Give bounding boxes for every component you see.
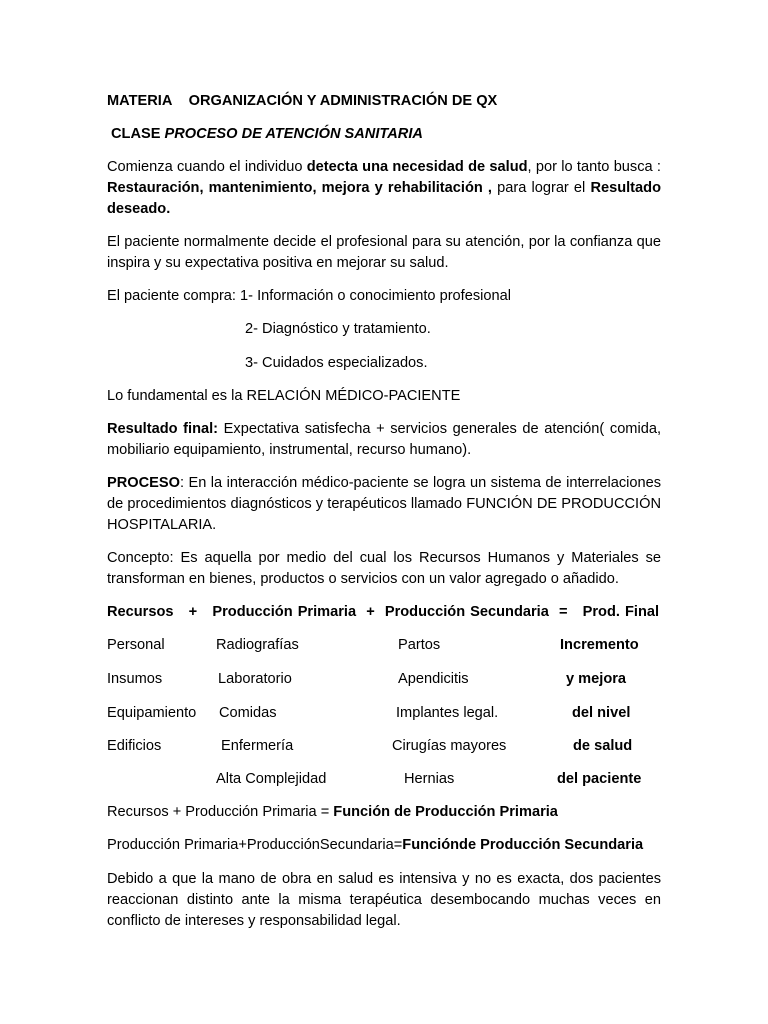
producto-final-cell: de salud xyxy=(573,738,633,754)
paragraph-paciente: El paciente normalmente decide el profesional para su atención, por la confianza que inspira y su expectativa positiva en mejorar su salud. xyxy=(107,234,661,271)
materia-heading xyxy=(107,91,661,112)
recurso-cell: Insumos xyxy=(107,671,163,687)
table-row xyxy=(0,703,768,724)
formula-secundaria-text: Producción Primaria+ProducciónSecundaria= xyxy=(107,837,403,853)
clase-heading xyxy=(111,124,665,145)
proceso-label: PROCESO xyxy=(107,475,180,491)
paragraph-intro xyxy=(107,157,661,220)
produccion-secundaria-cell: Partos xyxy=(398,637,441,653)
formula-primaria xyxy=(107,802,661,823)
paragraph-proceso xyxy=(107,473,661,536)
intro-bold-2: Restauración, mantenimiento, mejora y rehabilitación , xyxy=(107,180,492,196)
equation-header: Recursos + Producción Primaria + Producción Secundaria = Prod. Final xyxy=(107,604,660,620)
paragraph-closing: Debido a que la mano de obra en salud es intensiva y no es exacta, dos pacientes reaccionan distinto ante la misma terapéutica desembocando muchas veces en conflicto de intereses y responsabilidad legal. xyxy=(107,871,661,929)
formula-secundaria-result: Funciónde Producción Secundaria xyxy=(402,837,644,853)
produccion-primaria-cell: Alta Complejidad xyxy=(216,771,327,787)
paragraph-fundamental: Lo fundamental es la RELACIÓN MÉDICO-PACIENTE xyxy=(107,388,461,404)
paragraph-concepto: Concepto: Es aquella por medio del cual los Recursos Humanos y Materiales se transforman en bienes, productos o servicios con un valor agregado o añadido. xyxy=(107,550,661,587)
produccion-secundaria-cell: Implantes legal. xyxy=(396,705,499,721)
intro-bold-1: detecta una necesidad de salud xyxy=(306,159,528,175)
producto-final-cell: y mejora xyxy=(566,671,627,687)
recurso-cell: Edificios xyxy=(107,738,162,754)
producto-final-cell: Incremento xyxy=(560,637,639,653)
table-row xyxy=(0,736,768,757)
produccion-primaria-cell: Radiografías xyxy=(216,637,299,653)
materia-label: MATERIA xyxy=(107,93,173,109)
intro-text-2: , por lo tanto busca : xyxy=(527,159,661,175)
producto-final-cell: del paciente xyxy=(557,771,642,787)
resultado-label: Resultado final: xyxy=(107,421,219,437)
paragraph-resultado xyxy=(107,419,661,461)
produccion-primaria-cell: Comidas xyxy=(219,705,277,721)
clase-label: CLASE xyxy=(111,126,161,142)
recurso-cell: Personal xyxy=(107,637,165,653)
compra-intro: El paciente compra: 1- Información o conocimiento profesional xyxy=(107,288,511,304)
produccion-secundaria-cell: Cirugías mayores xyxy=(392,738,507,754)
intro-bold-3: Resultado deseado. xyxy=(107,180,661,217)
recurso-cell: Equipamiento xyxy=(107,705,197,721)
intro-text-1: Comienza cuando el individuo xyxy=(107,159,307,175)
formula-primaria-result: Función de Producción Primaria xyxy=(333,804,558,820)
produccion-primaria-cell: Enfermería xyxy=(221,738,294,754)
table-row xyxy=(0,769,768,790)
intro-text-3: para lograr el xyxy=(491,180,591,196)
formula-primaria-text: Recursos + Producción Primaria = xyxy=(107,804,334,820)
producto-final-cell: del nivel xyxy=(572,705,631,721)
proceso-text: : En la interacción médico-paciente se logra un sistema de interrelaciones de procedimientos diagnósticos y terapéuticos llamado FUNCIÓN DE PRODUCCIÓN HOSPITALARIA. xyxy=(107,475,661,533)
table-row xyxy=(0,635,768,656)
table-row xyxy=(0,669,768,690)
compra-item-3: 3- Cuidados especializados. xyxy=(245,355,428,371)
formula-secundaria xyxy=(107,835,667,856)
produccion-secundaria-cell: Apendicitis xyxy=(398,671,469,687)
produccion-secundaria-cell: Hernias xyxy=(404,771,455,787)
compra-item-2: 2- Diagnóstico y tratamiento. xyxy=(245,321,431,337)
clase-value: PROCESO DE ATENCIÓN SANITARIA xyxy=(164,126,423,142)
materia-value: ORGANIZACIÓN Y ADMINISTRACIÓN DE QX xyxy=(188,93,498,109)
produccion-primaria-cell: Laboratorio xyxy=(218,671,292,687)
resultado-text: Expectativa satisfecha + servicios generales de atención( comida, mobiliario equipamiento, instrumental, recurso humano). xyxy=(107,421,661,458)
